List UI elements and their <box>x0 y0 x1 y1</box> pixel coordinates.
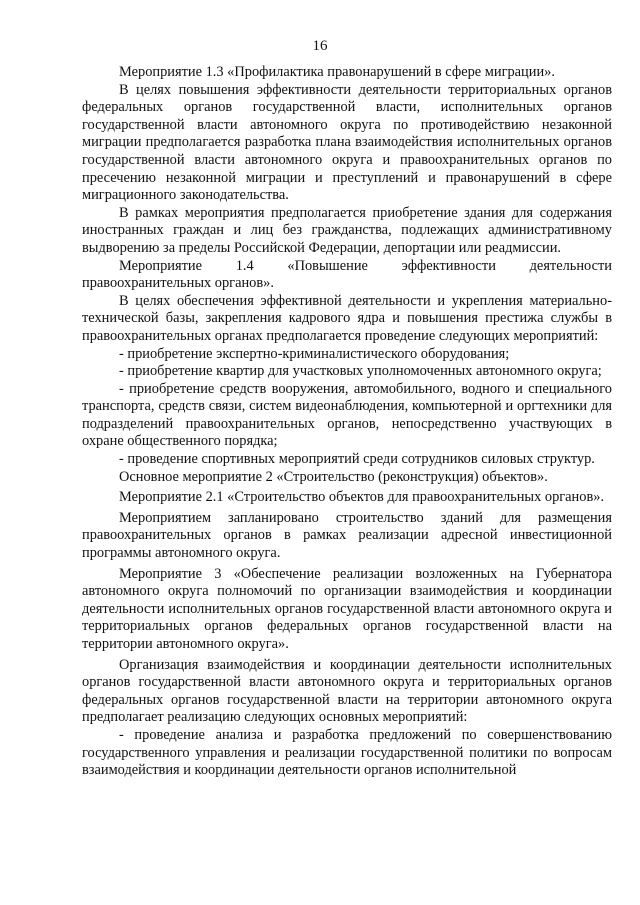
paragraph-measure-3-description: Организация взаимодействия и координации деятельности исполнительных органов государственной власти автономного округа и территориальных органов федеральных органов государственной власти на территории автономного округа предполагает реализацию следующих основных мероприятий: <box>82 656 612 726</box>
paragraph-main-measure-2-title: Основное мероприятие 2 «Строительство (реконструкция) объектов». <box>119 468 548 485</box>
list-item-forensic-equipment: - приобретение экспертно-криминалистического оборудования; <box>119 345 510 362</box>
list-item-apartments: - приобретение квартир для участковых уполномоченных автономного округа; <box>119 363 602 380</box>
paragraph-measure-1-4-title: Мероприятие 1.4 «Повышение эффективности деятельности правоохранительных органов». <box>82 257 612 292</box>
paragraph-measure-3-title: Мероприятие 3 «Обеспечение реализации возложенных на Губернатора автономного округа полномочий по организации взаимодействия и координации деятельности исполнительных органов государственной власти автономного округа и территориальных органов федеральных органов государственной власти на территории автономного округа». <box>82 565 612 652</box>
list-item-analysis-proposals: - проведение анализа и разработка предложений по совершенствованию государственного управления и реализации государственной политики по вопросам взаимодействия и координации деятельности органов исполнительной <box>82 726 612 779</box>
paragraph-measure-2-1-description: Мероприятием запланировано строительство зданий для размещения правоохранительных органов в рамках реализации адресной инвестиционной программы автономного округа. <box>82 509 612 562</box>
paragraph-measure-2-1-title: Мероприятие 2.1 «Строительство объектов для правоохранительных органов». <box>119 489 605 506</box>
page-number: 16 <box>312 38 328 54</box>
list-item-weapons-transport: - приобретение средств вооружения, автомобильного, водного и специального транспорта, средств связи, систем видеонаблюдения, компьютерной и оргтехники для подразделений правоохранительных органов, непосредственно участвующих в охране общественного порядка; <box>82 380 612 450</box>
paragraph-measure-1-3-purpose: В целях повышения эффективности деятельности территориальных органов федеральных органов государственной власти, исполнительных органов государственной власти автономного округа по противодействию незаконной миграции предполагается разработка плана взаимодействия исполнительных органов государственной власти автономного округа и правоохранительных органов по пресечению незаконной миграции и преступлений и правонарушений в сфере миграционного законодательства. <box>82 81 612 204</box>
paragraph-measure-1-3-building: В рамках мероприятия предполагается приобретение здания для содержания иностранных граждан и лиц без гражданства, подлежащих административному выдворению за пределы Российской Федерации, депортации или реадмиссии. <box>82 204 612 256</box>
paragraph-measure-1-3-title: Мероприятие 1.3 «Профилактика правонарушений в сфере миграции». <box>119 64 555 80</box>
paragraph-measure-1-4-purpose: В целях обеспечения эффективной деятельности и укрепления материально-технической базы, закрепления кадрового ядра и повышения престижа службы в правоохранительных органах предполагается проведение следующих мероприятий: <box>82 292 612 344</box>
list-item-sports-events: - проведение спортивных мероприятий среди сотрудников силовых структур. <box>119 451 595 468</box>
document-body <box>82 64 612 780</box>
